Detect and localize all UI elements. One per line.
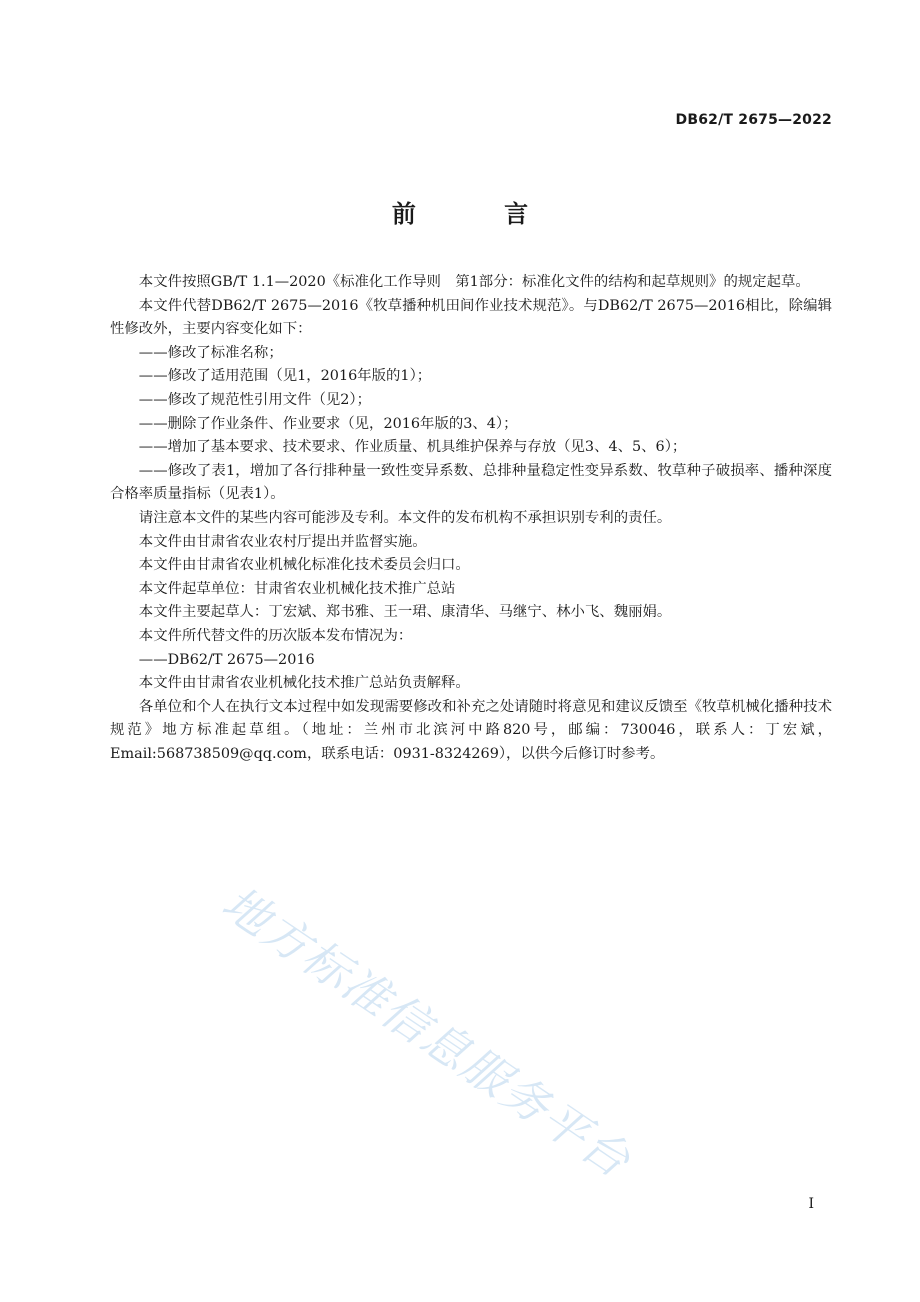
- paragraph-patent-notice: 请注意本文件的某些内容可能涉及专利。本文件的发布机构不承担识别专利的责任。: [138, 509, 672, 526]
- paragraph-interpretation: 本文件由甘肃省农业机械化技术推广总站负责解释。: [138, 675, 470, 692]
- change-item-name: ——修改了标准名称；: [138, 344, 283, 361]
- paragraph-feedback: 各单位和个人在执行文本过程中如发现需要修改和补充之处请随时将意见和建议反馈至《牧草机械化播种技术规范》地方标准起草组。（地址：兰州市北滨河中路820号，邮编：730046，联系人：丁宏斌，Email:568738509@qq.com，联系电话：0931-8324269），以供今后修订时参考。: [110, 698, 832, 762]
- document-code: DB62/T 2675—2022: [675, 112, 832, 128]
- watermark: 地方标准信息服务平台: [212, 875, 641, 1189]
- foreword-body: [110, 271, 832, 766]
- change-item-table: ——修改了表1，增加了各行排种量一致性变异系数、总排种量稳定性变异系数、牧草种子破损率、播种深度合格率质量指标（见表1）。: [110, 462, 832, 503]
- history-item: ——DB62/T 2675—2016: [138, 651, 315, 668]
- paragraph-drafters: 本文件主要起草人：丁宏斌、郑书雅、王一珺、康清华、马继宁、林小飞、魏丽娟。: [138, 604, 672, 621]
- page-title: 前 言: [391, 200, 569, 228]
- paragraph-drafting-rules: 本文件按照GB/T 1.1—2020《标准化工作导则 第1部分：标准化文件的结构和起草规则》的规定起草。: [138, 274, 810, 290]
- paragraph-proposer: 本文件由甘肃省农业农村厅提出并监督实施。: [138, 533, 427, 550]
- paragraph-replacement: 本文件代替DB62/T 2675—2016《牧草播种机田间作业技术规范》。与DB62/T 2675—2016相比，除编辑性修改外，主要内容变化如下：: [110, 297, 832, 338]
- change-item-references: ——修改了规范性引用文件（见2）；: [138, 391, 372, 408]
- change-item-added: ——增加了基本要求、技术要求、作业质量、机具维护保养与存放（见3、4、5、6）；: [138, 439, 687, 456]
- page-number: I: [808, 1196, 814, 1212]
- paragraph-committee: 本文件由甘肃省农业机械化标准化技术委员会归口。: [138, 557, 470, 574]
- change-item-deleted: ——删除了作业条件、作业要求（见，2016年版的3、4）；: [138, 415, 518, 432]
- paragraph-history: 本文件所代替文件的历次版本发布情况为：: [138, 627, 413, 644]
- paragraph-drafting-unit: 本文件起草单位：甘肃省农业机械化技术推广总站: [138, 580, 456, 597]
- change-item-scope: ——修改了适用范围（见1，2016年版的1）；: [138, 368, 432, 385]
